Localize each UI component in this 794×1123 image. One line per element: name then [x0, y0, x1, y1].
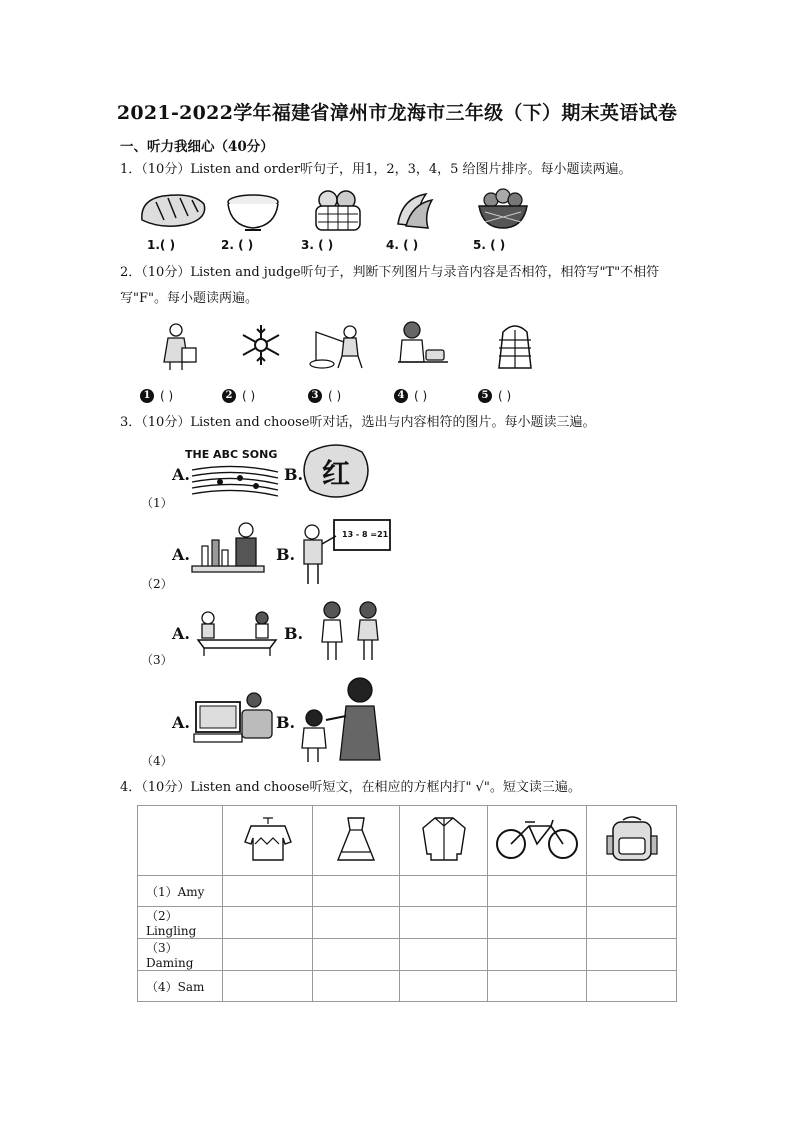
q1-answer-5[interactable]: 5. ( ): [473, 238, 506, 252]
q4-answer-table: [137, 805, 677, 1002]
row-label-daming: （3）Daming: [138, 939, 223, 971]
q2-paren-3: ( ): [328, 389, 342, 403]
question-4-text: 4．（10分）Listen and choose听短文，在相应的方框内打" √"。短文读三遍。: [120, 780, 581, 795]
girl-shopping-icon: [158, 322, 200, 372]
q3-3-option-b-label[interactable]: B.: [284, 624, 304, 643]
fruit-basket-icon: [310, 186, 366, 234]
question-1-text: 1．（10分）Listen and order听句子，用1，2，3，4，5 给图片排序。每小题读两遍。: [120, 162, 632, 177]
q2-paren-2: ( ): [242, 389, 256, 403]
answer-cell[interactable]: [223, 939, 313, 971]
girl-phone-icon: [394, 320, 452, 370]
header-dress: [313, 806, 400, 876]
q2-answer-5[interactable]: [478, 385, 511, 404]
q1-answer-2[interactable]: 2. ( ): [221, 238, 254, 252]
q1-answer-4[interactable]: 4. ( ): [386, 238, 419, 252]
answer-cell[interactable]: [400, 939, 488, 971]
waiter-with-bottles-icon: [188, 520, 268, 580]
answer-cell[interactable]: [313, 907, 400, 939]
snowflake-icon: [238, 322, 284, 368]
music-staff-icon: [190, 462, 280, 498]
table-row: [138, 876, 677, 907]
answer-cell[interactable]: [313, 939, 400, 971]
header-bike: [488, 806, 587, 876]
q2-answer-1[interactable]: [140, 385, 173, 404]
rice-bowl-icon: [225, 190, 281, 232]
q2-answer-3[interactable]: [308, 385, 341, 404]
row-label-sam: （4）Sam: [138, 971, 223, 1002]
q2-paren-4: ( ): [414, 389, 428, 403]
q2-number-4: 4: [394, 389, 408, 403]
answer-cell[interactable]: [400, 876, 488, 907]
answer-cell[interactable]: [488, 876, 587, 907]
q2-answer-2[interactable]: [222, 385, 255, 404]
q2-paren-5: ( ): [498, 389, 512, 403]
header-blank-cell: [138, 806, 223, 876]
table-tennis-icon: [192, 610, 282, 656]
table-row: [138, 939, 677, 971]
bike-icon: [495, 816, 579, 862]
q2-number-1: 1: [140, 389, 154, 403]
answer-cell[interactable]: [488, 907, 587, 939]
q2-answer-4[interactable]: [394, 385, 427, 404]
watching-tv-icon: [192, 690, 274, 746]
two-children-icon: [318, 600, 384, 664]
q3-2-option-a-label[interactable]: A.: [172, 545, 190, 564]
answer-cell[interactable]: [587, 907, 677, 939]
sweater-icon: [243, 816, 293, 862]
q2-paren-1: ( ): [160, 389, 174, 403]
jacket-icon: [497, 320, 533, 372]
row-label-amy: （1）Amy: [138, 876, 223, 907]
question-3-text: 3．（10分）Listen and choose听对话，选出与内容相符的图片。每小题读三遍。: [120, 415, 596, 430]
header-sweater: [223, 806, 313, 876]
answer-cell[interactable]: [587, 876, 677, 907]
abc-song-title: THE ABC SONG: [185, 448, 278, 461]
backpack-icon: [603, 814, 661, 864]
q3-4-option-b-label[interactable]: B.: [276, 713, 296, 732]
answer-cell[interactable]: [400, 907, 488, 939]
answer-cell[interactable]: [488, 939, 587, 971]
shirt-icon: [421, 814, 467, 864]
table-row: [138, 971, 677, 1002]
q3-item-4-number: （4）: [141, 754, 173, 768]
banana-icon: [392, 190, 438, 232]
q3-1-option-b-label[interactable]: B.: [284, 465, 304, 484]
page-title: 2021-2022学年福建省漳州市龙海市三年级（下）期末英语试卷: [116, 102, 678, 124]
q1-answer-1[interactable]: 1.( ): [147, 238, 176, 252]
answer-cell[interactable]: [488, 971, 587, 1002]
q2-number-5: 5: [478, 389, 492, 403]
red-character: 红: [322, 457, 351, 490]
q3-item-1-number: （1）: [141, 496, 173, 510]
q3-2-option-b-label[interactable]: B.: [276, 545, 296, 564]
question-2-text: 2．（10分）Listen and judge听句子，判断下列图片与录音内容是否相符，相符写"T"不相符写"F"。每小题读两遍。: [120, 265, 660, 306]
answer-cell[interactable]: [587, 939, 677, 971]
fruit-bowl-icon: [475, 186, 531, 232]
q3-4-option-a-label[interactable]: A.: [172, 713, 190, 732]
q1-answer-3[interactable]: 3. ( ): [301, 238, 334, 252]
answer-cell[interactable]: [223, 907, 313, 939]
section-heading-listening: 一、听力我细心（40分）: [120, 139, 274, 155]
bread-icon: [138, 190, 208, 232]
dress-icon: [334, 814, 378, 864]
fishing-icon: [308, 324, 368, 370]
answer-cell[interactable]: [223, 971, 313, 1002]
row-label-lingling: （2）Lingling: [138, 907, 223, 939]
board-equation: 13 - 8 =21: [342, 530, 389, 539]
table-row: [138, 907, 677, 939]
answer-cell[interactable]: [313, 971, 400, 1002]
header-bag: [587, 806, 677, 876]
header-shirt: [400, 806, 488, 876]
mother-and-child-icon: [296, 676, 392, 764]
q4-header-row: [138, 806, 677, 876]
q3-1-option-a-label[interactable]: A.: [172, 465, 190, 484]
answer-cell[interactable]: [400, 971, 488, 1002]
q3-3-option-a-label[interactable]: A.: [172, 624, 190, 643]
q3-item-3-number: （3）: [141, 653, 173, 667]
answer-cell[interactable]: [313, 876, 400, 907]
teacher-at-board-icon: [298, 516, 392, 588]
q2-number-2: 2: [222, 389, 236, 403]
q2-number-3: 3: [308, 389, 322, 403]
q3-item-2-number: （2）: [141, 577, 173, 591]
answer-cell[interactable]: [223, 876, 313, 907]
answer-cell[interactable]: [587, 971, 677, 1002]
